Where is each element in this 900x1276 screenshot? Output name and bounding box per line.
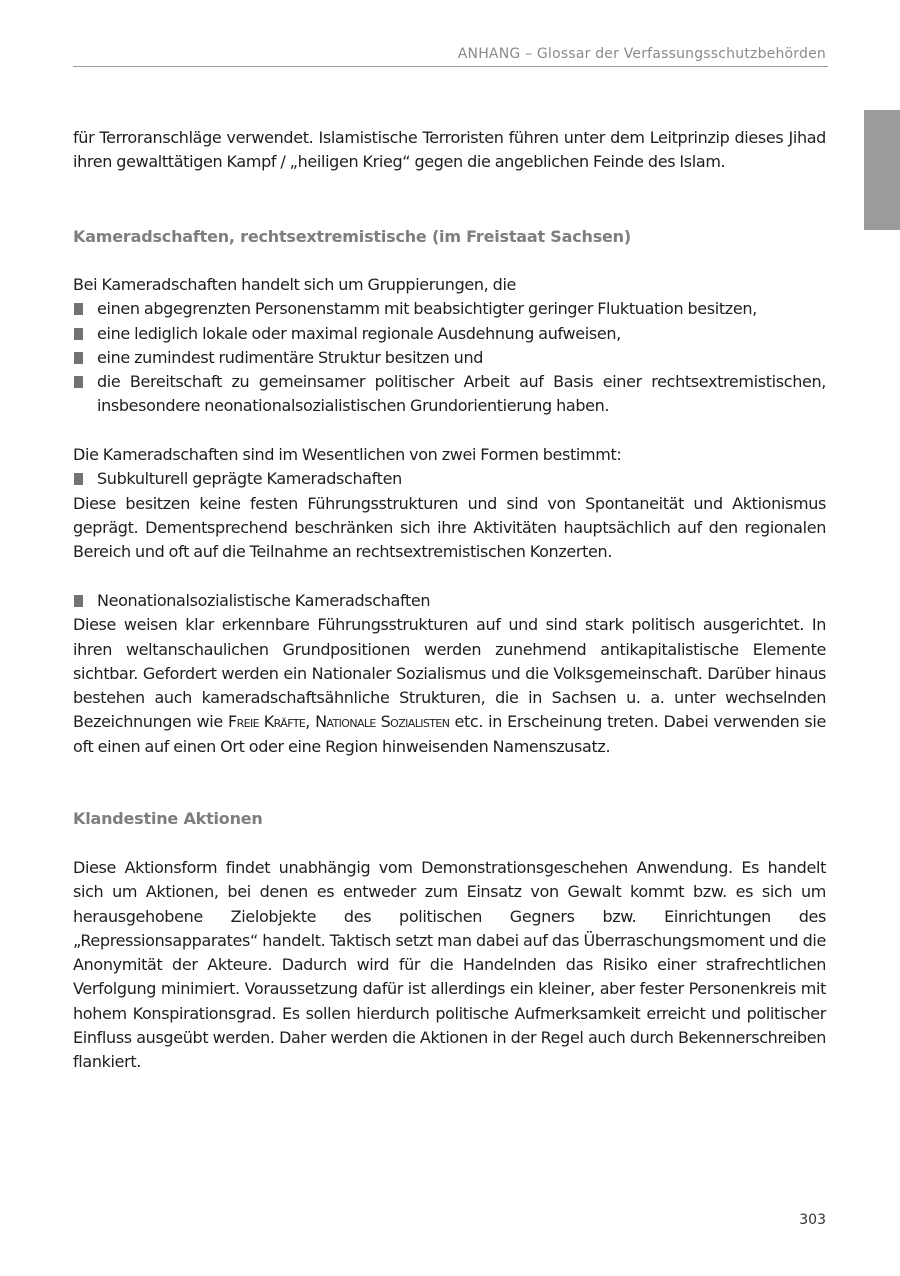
criteria-list-item bbox=[73, 346, 826, 370]
running-header: ANHANG – Glossar der Verfassungsschutzbehörden bbox=[457, 46, 826, 62]
definition-lead: Bei Kameradschaften handelt sich um Gruppierungen, die bbox=[73, 275, 517, 294]
kameradschaften-form-neonational bbox=[73, 589, 826, 759]
bullet-marker bbox=[74, 595, 83, 607]
name-separator: , bbox=[305, 712, 310, 732]
form-list-item bbox=[73, 467, 826, 491]
bullet-marker bbox=[74, 473, 83, 485]
group-name: Nationale Sozialisten bbox=[315, 712, 450, 732]
bullet-marker bbox=[74, 376, 83, 388]
bullet-marker bbox=[74, 303, 83, 315]
section-heading-klandestine: Klandestine Aktionen bbox=[73, 809, 263, 828]
kameradschaften-definition bbox=[73, 273, 826, 419]
form-description bbox=[73, 613, 826, 759]
form-list-item bbox=[73, 589, 826, 613]
form-title: Subkulturell geprägte Kameradschaften bbox=[97, 469, 402, 489]
bullet-marker bbox=[74, 352, 83, 364]
kameradschaften-forms bbox=[73, 443, 826, 564]
criteria-list-item bbox=[73, 297, 826, 321]
criteria-text: eine lediglich lokale oder maximal regionale Ausdehnung aufweisen, bbox=[97, 323, 621, 343]
page-number: 303 bbox=[799, 1212, 826, 1228]
criteria-text: die Bereitschaft zu gemeinsamer politischer Arbeit auf Basis einer rechtsextremistischen, insbesondere neonationalsozialistischen Grundorientierung haben. bbox=[97, 372, 826, 416]
criteria-list-item bbox=[73, 322, 826, 346]
chapter-thumb-tab bbox=[864, 110, 900, 230]
header-divider bbox=[73, 66, 828, 67]
form-title: Neonationalsozialistische Kameradschaften bbox=[97, 591, 431, 610]
form-description: Diese besitzen keine festen Führungsstrukturen und sind von Spontaneität und Aktionismus geprägt. Dementsprechend beschränken sich ihre Aktivitäten hauptsächlich auf den regionalen Bereich und oft auf die Teilnahme an rechtsextremistischen Konzerten. bbox=[73, 493, 826, 562]
klandestine-paragraph: Diese Aktionsform findet unabhängig vom Demonstrationsgeschehen Anwendung. Es handelt sich um Aktionen, bei denen es entweder zum Einsatz von Gewalt kommt bzw. es sich um herausgehobene Zielobjekte des politischen Gegners bzw. Einrichtungen des „Repressionsapparates“ handelt. Taktisch setzt man dabei auf das Überraschungsmoment und die Anonymität der Akteure. Dadurch wird für die Handelnden das Risiko einer strafrechtlichen Verfolgung minimiert. Voraussetzung dafür ist allerdings ein kleiner, aber fester Personenkreis mit hohem Konspirationsgrad. Es sollen hierdurch politische Aufmerksamkeit erreicht und politischer Einfluss ausgeübt werden. Daher werden die Aktionen in der Regel auch durch Bekennerschreiben flankiert. bbox=[73, 858, 826, 1072]
group-name: Freie Kräfte bbox=[227, 712, 306, 732]
section-heading-kameradschaften: Kameradschaften, rechtsextremistische (im Freistaat Sachsen) bbox=[73, 227, 631, 246]
forms-lead: Die Kameradschaften sind im Wesentlichen von zwei Formen bestimmt: bbox=[73, 445, 622, 464]
criteria-text: eine zumindest rudimentäre Struktur besitzen und bbox=[97, 347, 484, 367]
criteria-text: einen abgegrenzten Personenstamm mit beabsichtigter geringer Fluktuation besitzen, bbox=[97, 299, 757, 319]
bullet-marker bbox=[74, 328, 83, 340]
criteria-list-item bbox=[73, 370, 826, 419]
intro-paragraph: für Terroranschläge verwendet. Islamistische Terroristen führen unter dem Leitprinzip dieses Jihad ihren gewalttätigen Kampf / „heiligen Krieg“ gegen die angeblichen Feinde des Islam. bbox=[73, 128, 826, 172]
form-description-part: etc. in Erscheinung treten. Dabei verwenden sie oft einen auf einen Ort oder eine Region hinweisenden Namenszusatz. bbox=[73, 712, 826, 756]
form-description-part: Diese weisen klar erkennbare Führungsstrukturen auf und sind stark politisch ausgerichtet. In ihren weltanschaulichen Grundpositionen werden zunehmend antikapitalistische Elemente sichtbar. Gefordert werden ein Nationaler Sozialismus und die Volksgemeinschaft. Darüber hinaus bestehen auch kameradschaftsähnliche Strukturen, die in Sachsen u. a. unter wechselnden Bezeichnungen wie bbox=[73, 615, 826, 732]
